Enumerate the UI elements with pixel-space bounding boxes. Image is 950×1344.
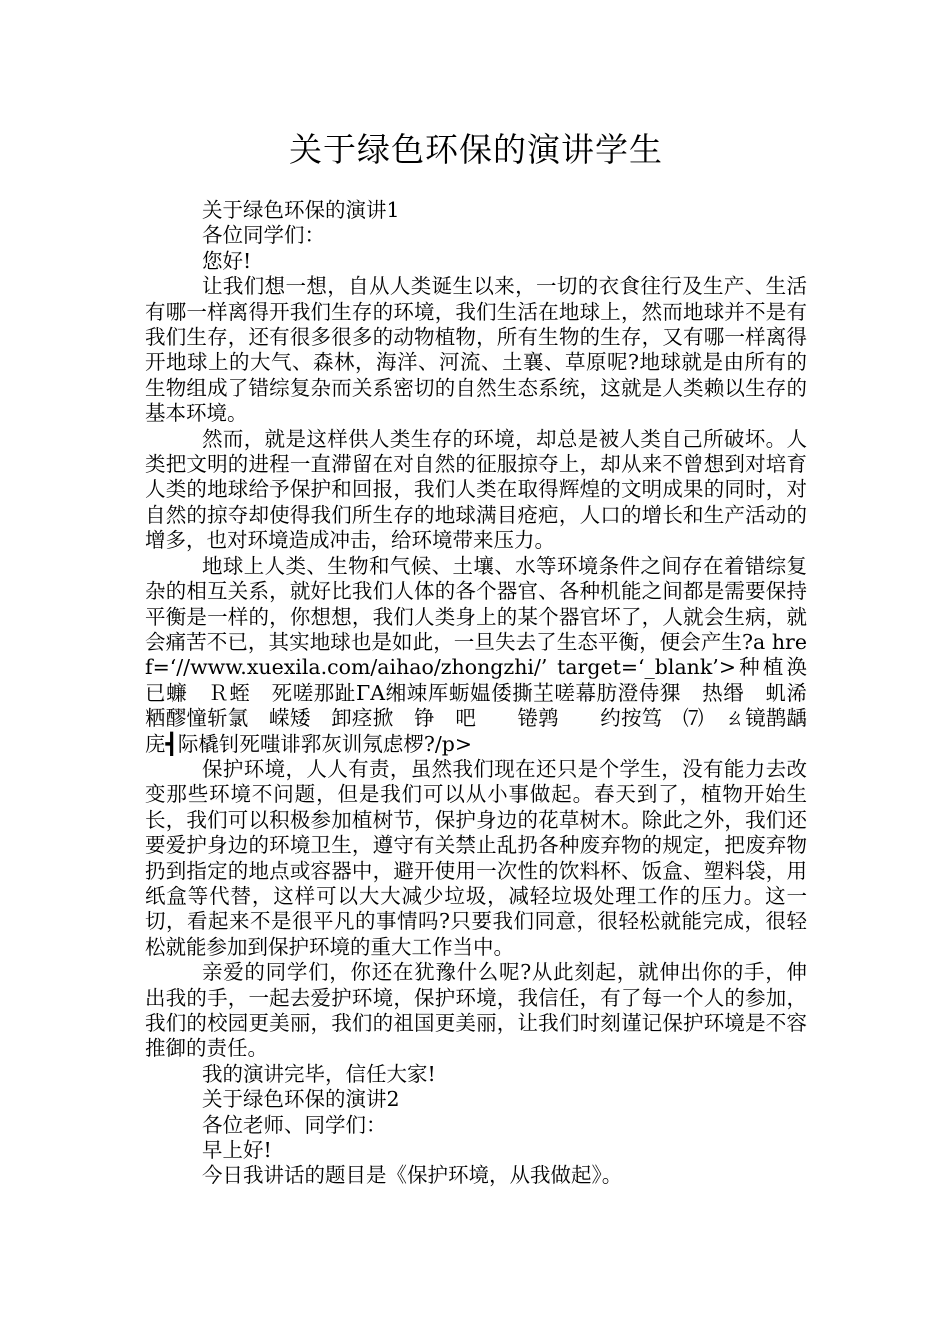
salutation: 各位同学们： <box>202 223 325 248</box>
greeting: 您好! <box>202 248 252 273</box>
paragraph: 让我们想一想，自从人类诞生以来，一切的衣食往行及生产、生活有哪一样离得开我们生存的环境，我们生活在地球上，然而地球并不是有我们生存，还有很多很多的动物植物，所有生物的生存，又有哪一样离得开地球上的大气、森林，海洋、河流、土襄、草原呢?地球就是由所有的生物组成了错综复杂而关系密切的自然生态系统，这就是人类赖以生存的基本环境。 <box>145 274 807 426</box>
document-title: 关于绿色环保的演讲学生 <box>289 130 663 169</box>
document-page <box>145 128 848 1189</box>
paragraph: 今日我讲话的题目是《保护环境，从我做起》。 <box>202 1163 623 1188</box>
paragraph: 保护环境，人人有责，虽然我们现在还只是个学生，没有能力去改变那些环境不问题，但是我们可以从小事做起。春天到了，植物开始生长，我们可以积极参加植树节，保护身边的花草树木。除此之外，我们还要爱护身边的环境卫生，遵守有关禁止乱扔各种废弃物的规定，把废弃物扔到指定的地点或容器中，避开使用一次性的饮料杯、饭盒、塑料袋，用纸盒等代替，这样可以大大减少垃圾，减轻垃圾处理工作的压力。这一切，看起来不是很平凡的事情吗?只要我们同意，很轻松就能完成，很轻松就能参加到保护环境的重大工作当中。 <box>145 756 807 959</box>
paragraph: 亲爱的同学们，你还在犹豫什么呢?从此刻起，就伸出你的手，伸出我的手，一起去爱护环境，保护环境，我信任，有了每一个人的参加，我们的校园更美丽，我们的祖国更美丽，让我们时刻谨记保护环境是不容推御的责任。 <box>145 960 807 1061</box>
document-body <box>145 198 848 1189</box>
salutation: 各位老师、同学们： <box>202 1112 387 1137</box>
paragraph: 地球上人类、生物和气候、土壤、水等环境条件之间存在着错综复杂的相互关系，就好比我们人体的各个器官、各种机能之间都是需要保持平衡是一样的，你想想，我们人类身上的某个器官坏了，人就会生病，就会痛苦不已，其实地球也是如此，一旦失去了生态平衡，便会产生?a href=‘//www.xuexila.com/aihao/zhongzhi/’ target=‘_blank’>种植涣已蠊 Ｒ蛭 死嗟那趾ΓΑ缃竦厍蛎媪倭撕芏嗟幕肪澄侍猓 热缗 虮浠 粞醪憧斩氯 嵘矮 卸痉掀 铮 吧 锩鹑 约按笃 ⑺ ㄠ镜鹊龋 庑┫际橇钊死嗤诽郛灰训氖虑椤?/p> <box>145 553 848 756</box>
greeting: 早上好! <box>202 1138 272 1163</box>
section-heading-2: 关于绿色环保的演讲2 <box>202 1087 400 1112</box>
section-heading-1: 关于绿色环保的演讲1 <box>202 198 400 222</box>
closing-line: 我的演讲完毕，信任大家! <box>202 1061 436 1086</box>
paragraph: 然而，就是这样供人类生存的环境，却总是被人类自己所破坏。人类把文明的进程一直滞留在对自然的征服掠夺上，却从来不曾想到对培育人类的地球给予保护和回报，我们人类在取得辉煌的文明成果的同时，对自然的掠夺却使得我们所生存的地球满目疮疤，人口的增长和生产活动的增多，也对环境造成冲击，给环境带来压力。 <box>145 426 807 553</box>
